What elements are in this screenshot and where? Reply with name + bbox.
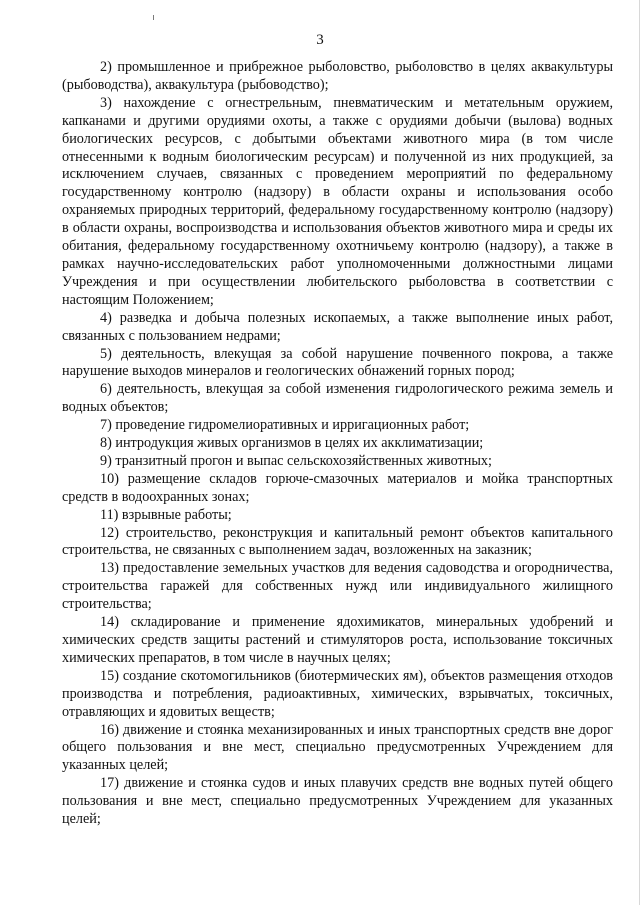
list-item: 8) интродукция живых организмов в целях их акклиматизации;	[100, 435, 484, 452]
scan-mark	[153, 15, 154, 20]
document-body	[62, 59, 613, 829]
list-item: 3) нахождение с огнестрельным, пневматическим и метательным оружием, капканами и другими орудиями охоты, а также с орудиями добычи (вылова) водных биологических ресурсов, с добытыми объектами животного мира (в том числе отнесенными к водным биологическим ресурсам) и полученной из них продукцией, за исключением случаев, связанных с проведением мероприятий по федеральному государственному контролю (надзору) в области охраны и использования особо охраняемых природных территорий, федеральному государственному контролю (надзору) в области охраны, воспроизводства и использования объектов животного мира и среды их обитания, федеральному государственному охотничьему контролю (надзору), а также в рамках научно-исследовательских работ уполномоченными должностными лицами Учреждения и при осуществлении любительского рыболовства в соответствии с настоящим Положением;	[62, 94, 613, 308]
list-item: 5) деятельность, влекущая за собой нарушение почвенного покрова, а также нарушение выходов минералов и геологических обнажений горных пород;	[62, 345, 613, 380]
list-item: 15) создание скотомогильников (биотермических ям), объектов размещения отходов производства и потребления, радиоактивных, химических, взрывчатых, токсичных, отравляющих и ядовитых веществ;	[62, 667, 613, 720]
list-item: 16) движение и стоянка механизированных и иных транспортных средств вне дорог общего пользования и вне мест, специально предусмотренных Учреждением для указанных целей;	[62, 721, 613, 774]
list-item: 10) размещение складов горюче-смазочных материалов и мойка транспортных средств в водоохранных зонах;	[62, 470, 613, 505]
list-item: 17) движение и стоянка судов и иных плавучих средств вне водных путей общего пользования и вне мест, специально предусмотренных Учреждением для указанных целей;	[62, 775, 613, 828]
list-item: 2) промышленное и прибрежное рыболовство, рыболовство в целях аквакультуры (рыбоводства), аквакультура (рыбоводство);	[62, 59, 613, 93]
list-item: 9) транзитный прогон и выпас сельскохозяйственных животных;	[100, 452, 492, 469]
list-item: 13) предоставление земельных участков для ведения садоводства и огородничества, строительства гаражей для собственных нужд или индивидуального жилищного строительства;	[62, 560, 613, 613]
list-item: 12) строительство, реконструкция и капитальный ремонт объектов капитального строительства, не связанных с выполнением задач, возложенных на заказник;	[62, 524, 613, 559]
list-item: 4) разведка и добыча полезных ископаемых, а также выполнение иных работ, связанных с пользованием недрами;	[62, 309, 613, 344]
list-item: 6) деятельность, влекущая за собой изменения гидрологического режима земель и водных объектов;	[62, 381, 613, 416]
page-number: 3	[316, 32, 324, 48]
list-item: 11) взрывные работы;	[100, 506, 232, 523]
list-item: 7) проведение гидромелиоративных и ирригационных работ;	[100, 417, 470, 434]
list-item: 14) складирование и применение ядохимикатов, минеральных удобрений и химических средств защиты растений и стимуляторов роста, использование токсичных химических препаратов, в том числе в научных целях;	[62, 614, 613, 666]
